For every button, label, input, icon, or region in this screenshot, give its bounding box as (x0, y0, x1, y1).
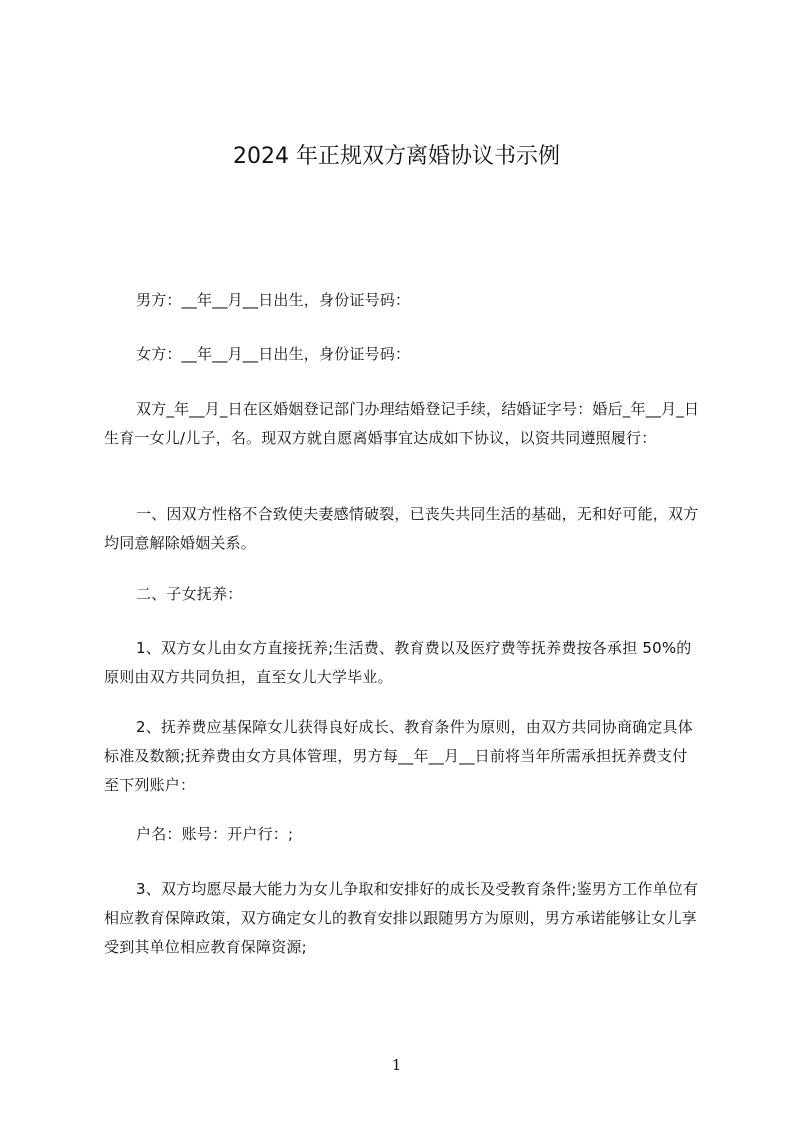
paragraph-child-support-1: 1、双方女儿由女方直接抚养;生活费、教育费以及医疗费等抚养费按各承担 50%的原则由双方共同负担，直至女儿大学毕业。 (104, 639, 692, 686)
paragraph-marriage-registration: 双方_年__月_日在区婚姻登记部门办理结婚登记手续，结婚证字号：婚后_年__月_日生育一女儿/儿子，名。现双方就自愿离婚事宜达成如下协议，以资共同遵照履行： (104, 400, 700, 447)
paragraph-clause-one: 一、因双方性格不合致使夫妻感情破裂，已丧失共同生活的基础，无和好可能，双方均同意解除婚姻关系。 (104, 505, 699, 552)
paragraph-clause-two-heading: 二、子女抚养： (136, 585, 243, 603)
paragraph-wife-info: 女方：__年__月__日出生，身份证号码： (136, 345, 411, 363)
paragraph-account-info: 户名：账号：开户行：; (136, 825, 294, 843)
paragraph-husband-info: 男方：__年__月__日出生，身份证号码： (136, 291, 411, 309)
paragraph-child-support-3: 3、双方均愿尽最大能力为女儿争取和安排好的成长及受教育条件;鉴男方工作单位有相应教育保障政策，双方确定女儿的教育安排以跟随男方为原则，男方承诺能够让女儿享受到其单位相应教育保障资源; (104, 880, 699, 956)
document-title: 2024 年正规双方离婚协议书示例 (233, 144, 560, 169)
paragraph-child-support-2: 2、抚养费应基保障女儿获得良好成长、教育条件为原则，由双方共同协商确定具体标准及数额;抚养费由女方具体管理，男方每__年__月__日前将当年所需承担抚养费支付至下列账户： (104, 718, 693, 794)
page-number: 1 (391, 1056, 402, 1074)
